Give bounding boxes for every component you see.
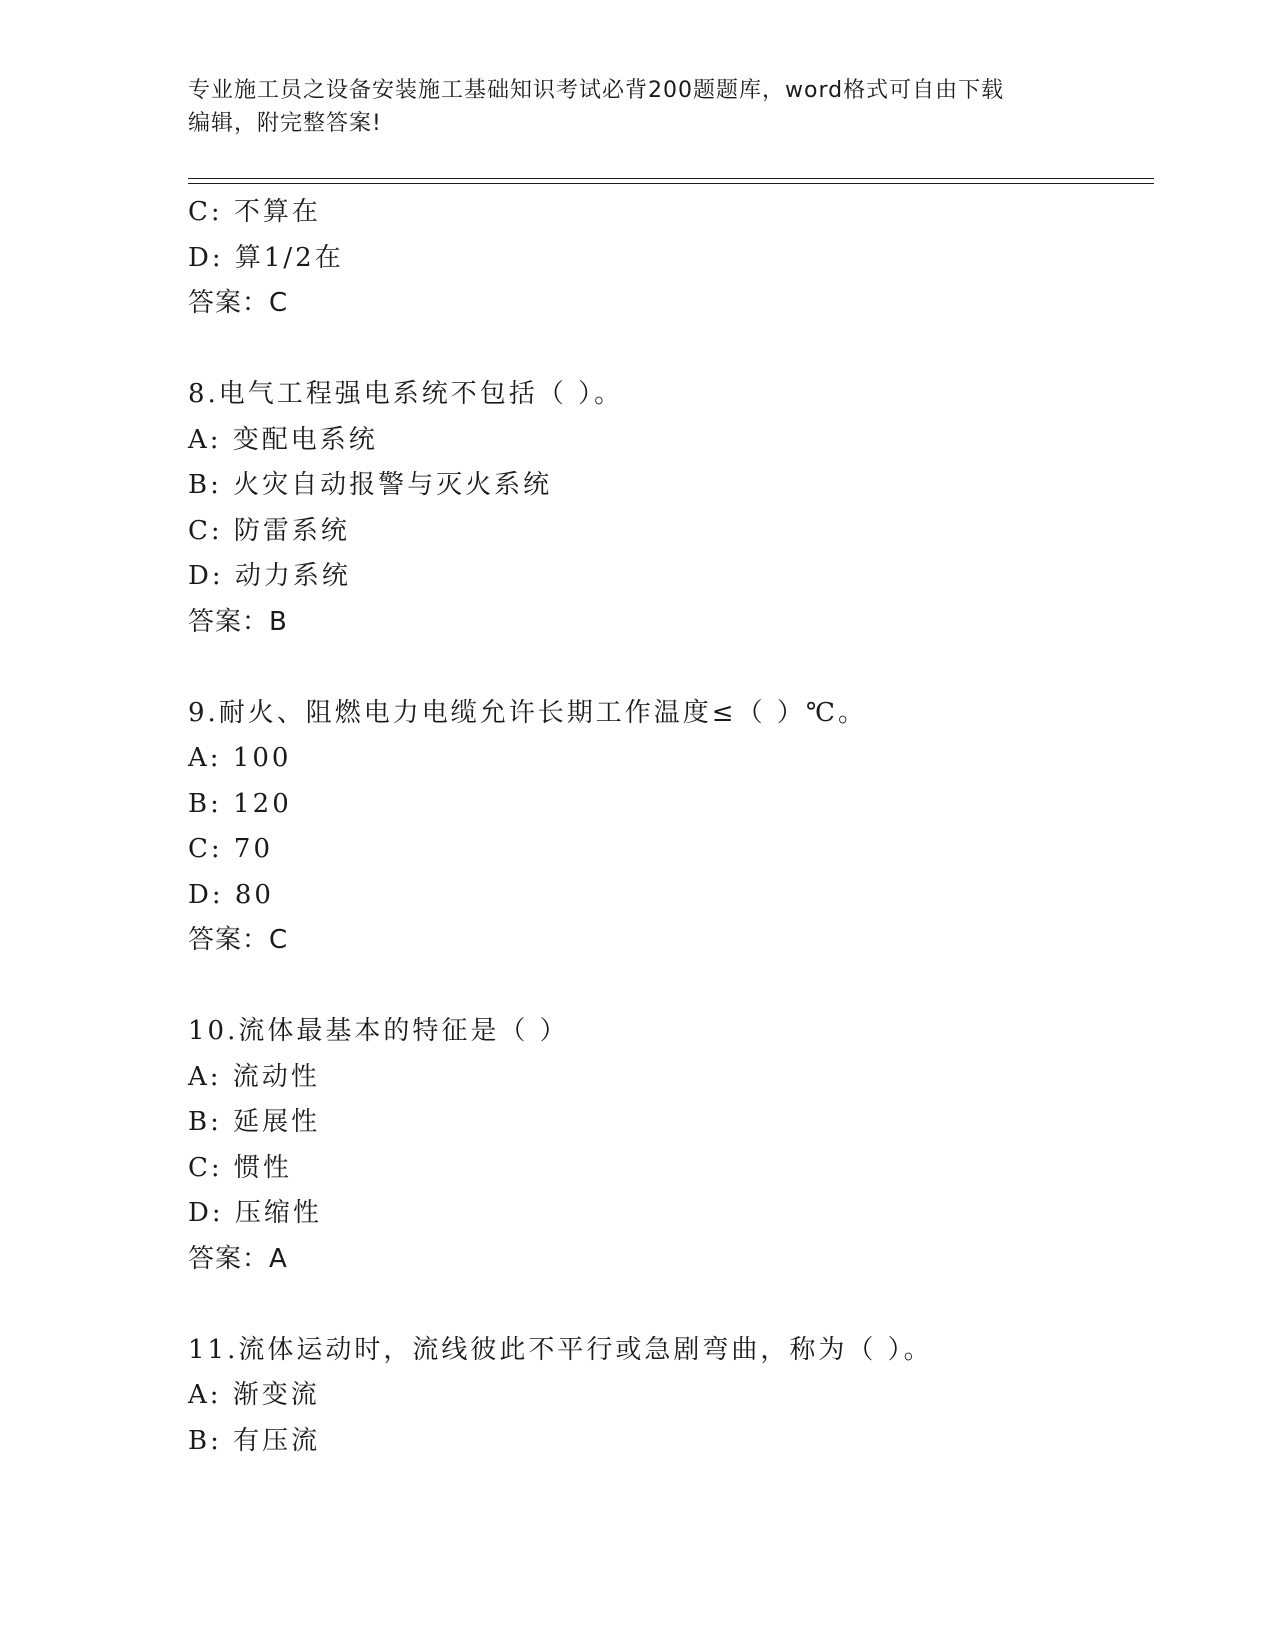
q11-option-a: A: 渐变流	[188, 1380, 320, 1410]
q10-stem: 10.流体最基本的特征是（ ）	[188, 1016, 569, 1046]
question-spacer	[188, 645, 1148, 691]
q9-answer: 答案：C	[188, 925, 289, 955]
q9-option-c: C: 70	[188, 834, 274, 864]
header-title-line-2: 编辑，附完整答案!	[188, 111, 382, 136]
q7-option-c: C: 不算在	[188, 197, 321, 227]
question-content	[188, 190, 1148, 1464]
q11-option-b: B: 有压流	[188, 1425, 321, 1456]
q10-option-a: A: 流动性	[188, 1061, 320, 1092]
header-divider-bottom	[188, 183, 1154, 184]
q10-option-b: B: 延展性	[188, 1107, 321, 1137]
question-spacer	[188, 964, 1148, 1010]
q8-stem: 8.电气工程强电系统不包括（ ）。	[188, 379, 624, 409]
document-header	[188, 74, 1088, 140]
q8-option-d: D: 动力系统	[188, 561, 351, 591]
q11-stem: 11.流体运动时，流线彼此不平行或急剧弯曲，称为（ ）。	[188, 1334, 933, 1365]
q7-option-d: D: 算1/2在	[188, 242, 344, 273]
q8-answer: 答案：B	[188, 606, 288, 637]
q9-option-a: A: 100	[188, 743, 292, 773]
q8-option-a: A: 变配电系统	[188, 424, 378, 455]
header-title-line-1: 专业施工员之设备安装施工基础知识考试必背200题题库，word格式可自由下载	[188, 78, 1005, 103]
q9-option-b: B: 120	[188, 788, 292, 819]
q10-option-c: C: 惯性	[188, 1152, 292, 1183]
q10-answer: 答案：A	[188, 1243, 288, 1274]
header-divider-top	[188, 178, 1154, 179]
q8-option-c: C: 防雷系统	[188, 515, 350, 546]
q10-option-d: D: 压缩性	[188, 1198, 322, 1228]
q8-option-b: B: 火灾自动报警与灭火系统	[188, 470, 553, 500]
q9-stem: 9.耐火、阻燃电力电缆允许长期工作温度≤（ ）℃。	[188, 697, 867, 728]
q9-option-d: D: 80	[188, 879, 274, 910]
question-spacer	[188, 327, 1148, 373]
q7-answer: 答案：C	[188, 288, 289, 318]
question-spacer	[188, 1282, 1148, 1328]
